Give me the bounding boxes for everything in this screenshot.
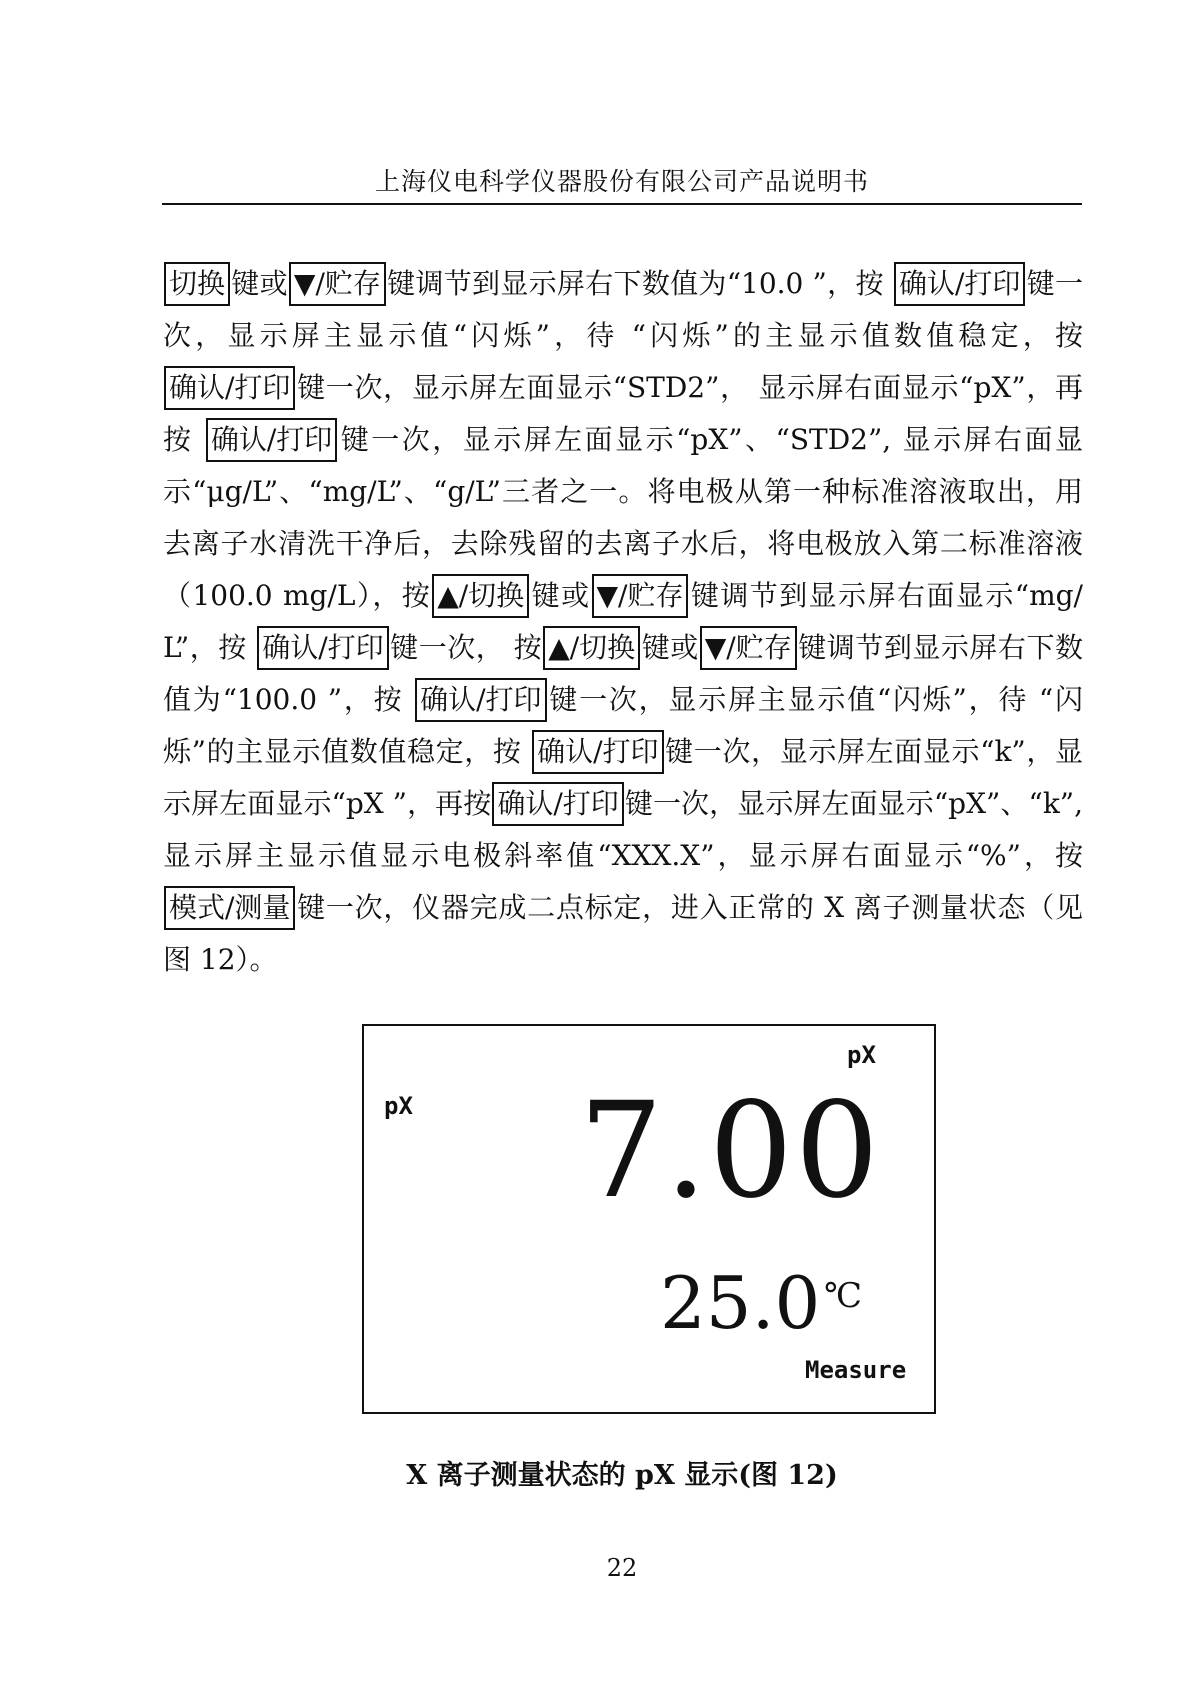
body-text-segment: 键一次，显示屏左面显示“pX”、“STD2”, 显示屏右面显示“μg/L”、“mg/L”、“g/L”三者之一。将电极从第一种标准溶液取出，用去离子水清洗干净后，去除残留的去离子水后，将电极放入第二标准溶液（100.0 mg/L），按 <box>163 423 1083 612</box>
lcd-display-figure <box>362 1024 936 1414</box>
lcd-temperature-value: 25.0 <box>660 1261 821 1345</box>
body-text-segment: 键一次，显示屏左面显示“k”，显示屏左面显示“pX ”，再按 <box>163 735 1083 820</box>
body-text-segment: 键调节到显示屏右下数值为“10.0 ”，按 <box>386 267 893 300</box>
body-text-segment: 键调节到显示屏右面显示“mg/L”，按 <box>163 579 1083 664</box>
body-text-segment: 键或 <box>231 267 288 300</box>
key-label-box: 模式/测量 <box>164 886 295 930</box>
body-text-segment: 键一次，显示屏主显示值“闪烁”，待 “闪烁”的主显示值数值稳定，按 <box>163 267 1092 352</box>
body-text-segment: 键一次，显示屏左面显示“STD2”， 显示屏右面显示“pX”，再按 <box>163 371 1083 456</box>
key-label-box: 确认/打印 <box>257 626 388 670</box>
key-label-box: 确认/打印 <box>492 782 623 826</box>
key-label-box: ▲/切换 <box>543 626 640 670</box>
key-label-box: 切换 <box>164 262 230 306</box>
key-label-box: 确认/打印 <box>894 262 1025 306</box>
header-title: 上海仪电科学仪器股份有限公司产品说明书 <box>374 167 869 196</box>
body-text-segment: 键一次，仪器完成二点标定，进入正常的 X 离子测量状态（见图 12）。 <box>163 891 1083 976</box>
key-label-box: 确认/打印 <box>415 678 546 722</box>
body-text-segment: 键或 <box>530 579 591 612</box>
key-label-box: 确认/打印 <box>164 366 295 410</box>
body-text-segment: 键一次， 按 <box>389 631 543 664</box>
body-text-segment: 键一次，显示屏主显示值“闪烁”，待 “闪烁”的主显示值数值稳定，按 <box>163 683 1083 768</box>
lcd-main-value: 7.00 <box>579 1074 881 1228</box>
body-text-segment: 键一次，显示屏左面显示“pX”、“k”,显示屏主显示值显示电极斜率值“XXX.X”，显示屏右面显示“%”，按 <box>163 787 1084 872</box>
figure-caption: X 离子测量状态的 pX 显示(图 12) <box>406 1460 838 1491</box>
key-label-box: ▼/贮存 <box>592 574 689 618</box>
lcd-temperature-unit: ℃ <box>824 1276 863 1316</box>
page-number: 22 <box>606 1554 638 1582</box>
key-label-box: ▲/切换 <box>432 574 529 618</box>
lcd-unit-left: pX <box>384 1092 413 1120</box>
lcd-mode-label: Measure <box>805 1356 907 1384</box>
body-text-segment: 键调节到显示屏右下数值为“100.0 ”，按 <box>163 631 1083 716</box>
body-paragraph <box>163 258 1092 986</box>
key-label-box: 确认/打印 <box>206 418 337 462</box>
key-label-box: 确认/打印 <box>532 730 663 774</box>
key-label-box: ▼/贮存 <box>700 626 797 670</box>
key-label-box: ▼/贮存 <box>289 262 386 306</box>
header-rule <box>162 203 1082 205</box>
body-text-segment: 键或 <box>641 631 699 664</box>
lcd-unit-top-right: pX <box>847 1041 876 1069</box>
